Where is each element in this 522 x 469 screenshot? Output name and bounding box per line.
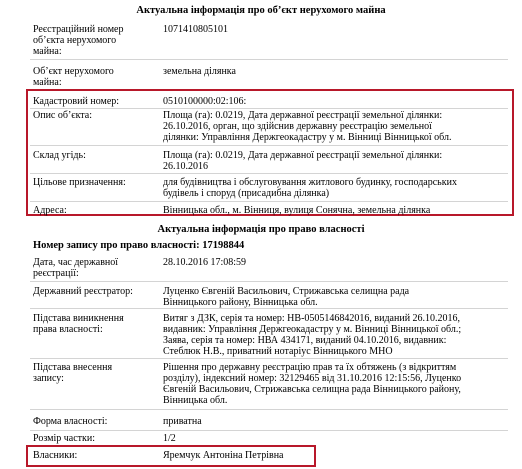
label-share-size: Розмір частки: — [33, 433, 95, 444]
row-separator — [30, 201, 508, 202]
row-separator — [30, 308, 508, 309]
value-registration-date: 28.10.2016 17:08:59 — [163, 257, 247, 268]
label-ownership-basis: Підстава виникнення права власності: — [33, 313, 124, 335]
value-state-registrar: Луценко Євгеній Васильович, Стрижавська селищна рада Вінницького району, Вінницька обл. — [163, 286, 410, 308]
label-ownership-form: Форма власності: — [33, 416, 108, 427]
label-property-object: Об’єкт нерухомого майна: — [33, 66, 114, 88]
value-registration-number: 1071410805101 — [163, 24, 228, 35]
value-property-object: земельна ділянка — [163, 66, 236, 77]
value-cadastral-number: 0510100000:02:106: — [163, 96, 247, 107]
row-separator — [30, 358, 508, 359]
label-designated-purpose: Цільове призначення: — [33, 177, 126, 188]
label-entry-basis: Підстава внесення запису: — [33, 362, 113, 384]
section-property-title: Актуальна інформація про об’єкт нерухомого майна — [136, 5, 386, 16]
label-address: Адреса: — [33, 205, 67, 216]
record-number-line — [33, 240, 244, 251]
label-registration-date: Дата, час державної реєстрації: — [33, 257, 119, 279]
value-address: Вінницька обл., м. Вінниця, вулиця Сонячна, земельна ділянка — [163, 205, 431, 216]
label-cadastral-number: Кадастровий номер: — [33, 96, 120, 107]
record-number-label: Номер запису про право власності: — [33, 240, 200, 251]
label-owners: Власники: — [33, 450, 78, 461]
section-ownership-title: Актуальна інформація про право власності — [157, 224, 365, 235]
label-registration-number: Реєстраційний номер об’єкта нерухомого майна: — [33, 24, 124, 57]
record-number-value: 17198844 — [202, 240, 245, 251]
value-share-size: 1/2 — [163, 433, 176, 444]
row-separator — [30, 59, 508, 60]
value-ownership-basis: Витяг з ДЗК, серія та номер: НВ-0505146842016, виданий 26.10.2016, видавник: Управління Держгеокадастру у м. Вінниці Вінницької обл.; Заява, серія та номер: НВА 434171, виданий 04.10.2016, видавник: Стеблюк Н.В., приватний нотаріус Вінницького МНО — [163, 313, 462, 357]
row-separator — [30, 108, 508, 109]
label-object-description: Опис об’єкта: — [33, 110, 93, 121]
row-separator — [30, 430, 508, 431]
row-separator — [30, 145, 508, 146]
value-owners: Яремчук Антоніна Петрівна — [163, 450, 284, 461]
value-designated-purpose: для будівництва і обслуговування житлового будинку, господарських будівель і споруд (присадибна ділянка) — [163, 177, 457, 199]
value-entry-basis: Рішення про державну реєстрацію прав та їх обтяжень (з відкриттям розділу), індексний номер: 32129465 від 31.10.2016 12:15:56, Луценко Євгеній Васильович, Стрижавська селищна рада Вінницького району, Вінницька обл. — [163, 362, 462, 406]
row-separator — [30, 409, 508, 410]
value-ownership-form: приватна — [163, 416, 202, 427]
value-land-composition: Площа (га): 0.0219, Дата державної реєстрації земельної ділянки: 26.10.2016 — [163, 150, 443, 172]
row-separator — [30, 173, 508, 174]
label-land-composition: Склад угідь: — [33, 150, 86, 161]
row-separator — [30, 281, 508, 282]
label-state-registrar: Державний реєстратор: — [33, 286, 133, 297]
value-object-description: Площа (га): 0.0219, Дата державної реєстрації земельної ділянки: 26.10.2016, орган, що здійснив державну реєстрацію земельної ділянки: Управління Держгеокадастру у м. Вінниці Вінницької обл. — [163, 110, 452, 143]
